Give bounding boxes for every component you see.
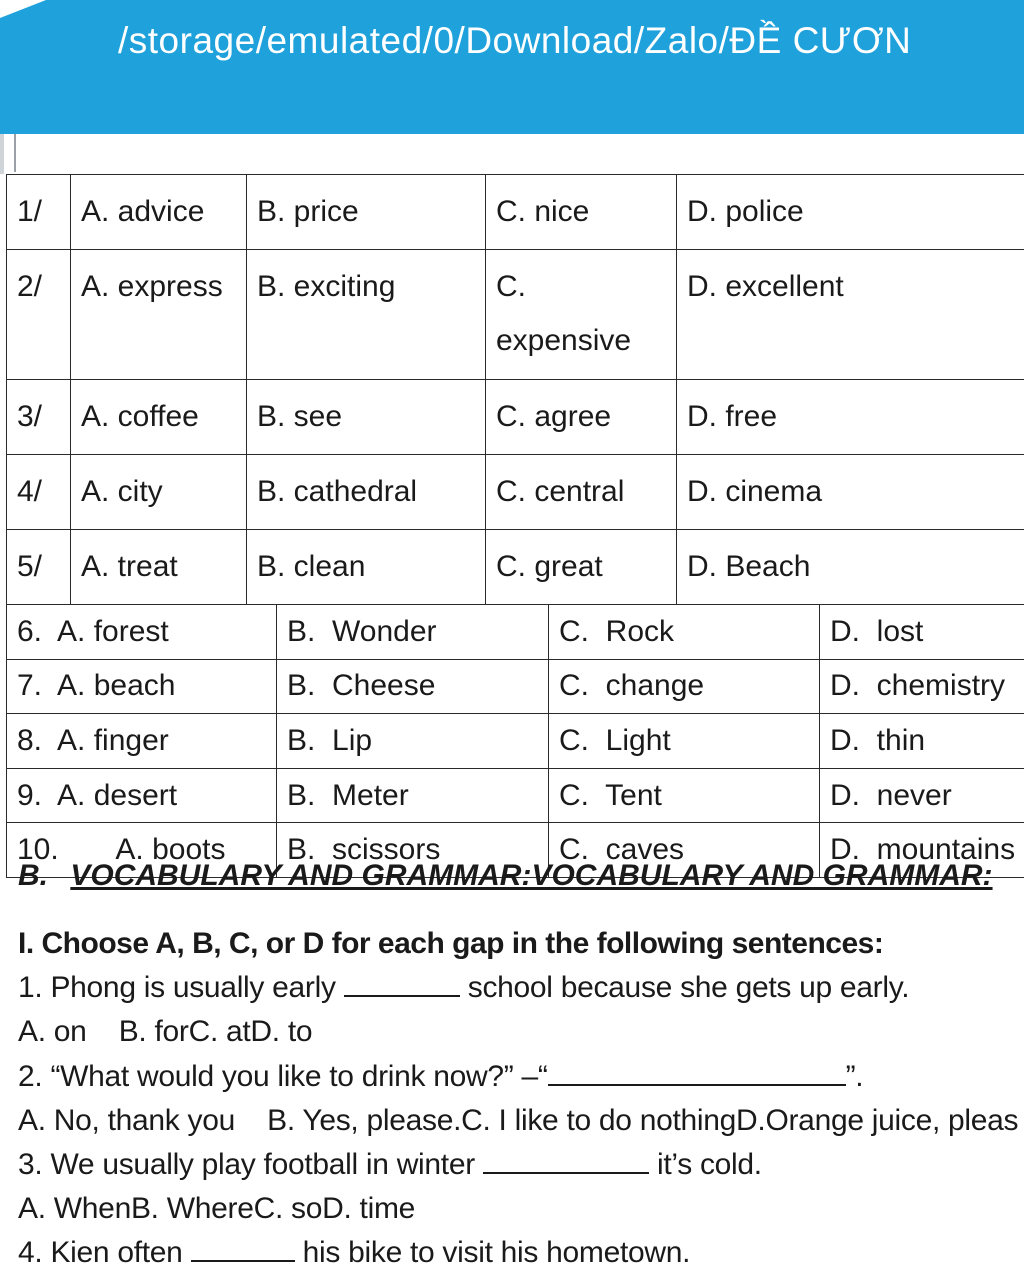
row-number: 2/ bbox=[7, 250, 71, 380]
option-d: D. never bbox=[820, 768, 1024, 823]
option-a: A. city bbox=[71, 455, 247, 530]
question-1 bbox=[18, 966, 1024, 1010]
option-c: C. great bbox=[486, 530, 677, 605]
option-a: A. coffee bbox=[71, 380, 247, 455]
section-b-title: VOCABULARY AND GRAMMAR:VOCABULARY AND GRAMMAR: bbox=[70, 859, 993, 892]
question-1-options: A. on B. forC. atD. to bbox=[18, 1015, 313, 1048]
option-c: C. central bbox=[486, 455, 677, 530]
row-number: 1/ bbox=[7, 175, 71, 250]
table-row bbox=[7, 530, 1024, 605]
question-3 bbox=[18, 1143, 1024, 1187]
option-c bbox=[486, 250, 677, 380]
question-2-text-end: ”. bbox=[845, 1060, 864, 1093]
option-c: C. caves bbox=[549, 823, 820, 878]
option-c: C. nice bbox=[486, 175, 677, 250]
question-4-text-start: 4. Kien often bbox=[18, 1236, 191, 1269]
answer-blank bbox=[344, 973, 460, 997]
option-d: D. mountains bbox=[820, 823, 1024, 878]
option-d: D. cinema bbox=[677, 455, 1024, 530]
table-row bbox=[7, 768, 1024, 823]
question-3-options: A. WhenB. WhereC. soD. time bbox=[18, 1192, 416, 1225]
option-c: C. Light bbox=[549, 714, 820, 769]
option-d: D. free bbox=[677, 380, 1024, 455]
table-row bbox=[7, 455, 1024, 530]
option-b: B. Cheese bbox=[277, 659, 549, 714]
option-a: 8. A. finger bbox=[7, 714, 277, 769]
option-b: B. Lip bbox=[277, 714, 549, 769]
option-d: D. Beach bbox=[677, 530, 1024, 605]
option-a: 9. A. desert bbox=[7, 768, 277, 823]
question-3-text-start: 3. We usually play football in winter bbox=[18, 1148, 483, 1181]
option-c: C. agree bbox=[486, 380, 677, 455]
option-c-text: C. expensive bbox=[496, 270, 632, 357]
table-row bbox=[7, 659, 1024, 714]
option-b: B. clean bbox=[247, 530, 486, 605]
question-2-options: A. No, thank you B. Yes, please.C. I like to do nothingD.Orange juice, pleas bbox=[18, 1104, 1019, 1137]
row-number: 5/ bbox=[7, 530, 71, 605]
option-b: B. Meter bbox=[277, 768, 549, 823]
file-path-bar bbox=[0, 0, 1024, 134]
option-b: B. exciting bbox=[247, 250, 486, 380]
question-4-text-end: his bike to visit his hometown. bbox=[294, 1236, 691, 1269]
option-a: 7. A. beach bbox=[7, 659, 277, 714]
table-row bbox=[7, 605, 1024, 660]
question-2-text-start: 2. “What would you like to drink now?” –“ bbox=[18, 1060, 548, 1093]
option-b: B. price bbox=[247, 175, 486, 250]
option-d: D. police bbox=[677, 175, 1024, 250]
section-b-heading bbox=[18, 854, 1024, 898]
page-edge bbox=[0, 134, 4, 174]
document-top-margin bbox=[0, 134, 1024, 174]
back-arrow-icon[interactable] bbox=[0, 0, 46, 18]
option-a: 10. A. boots bbox=[7, 823, 277, 878]
pronunciation-table-2 bbox=[6, 604, 1024, 878]
margin-marker bbox=[14, 134, 16, 172]
question-3-text-end: it’s cold. bbox=[648, 1148, 762, 1181]
question-1-text-end: school because she gets up early. bbox=[459, 971, 910, 1004]
question-1-text-start: 1. Phong is usually early bbox=[18, 971, 344, 1004]
option-a: 6. A. forest bbox=[7, 605, 277, 660]
table-row bbox=[7, 714, 1024, 769]
option-d: D. chemistry bbox=[820, 659, 1024, 714]
pronunciation-table-1 bbox=[6, 174, 1024, 605]
question-4 bbox=[18, 1231, 1024, 1275]
table-row bbox=[7, 175, 1024, 250]
table-row bbox=[7, 380, 1024, 455]
option-b: B. scissors bbox=[277, 823, 549, 878]
answer-blank bbox=[483, 1150, 649, 1174]
option-c: C. Rock bbox=[549, 605, 820, 660]
answer-blank bbox=[191, 1238, 295, 1262]
file-path-title: /storage/emulated/0/Download/Zalo/ĐỀ CƯƠN bbox=[118, 20, 912, 61]
option-c: C. Tent bbox=[549, 768, 820, 823]
row-number: 3/ bbox=[7, 380, 71, 455]
question-2 bbox=[18, 1055, 1024, 1099]
option-d: D. excellent bbox=[677, 250, 1024, 380]
instruction-heading: I. Choose A, B, C, or D for each gap in the following sentences: bbox=[18, 927, 884, 960]
option-d: D. lost bbox=[820, 605, 1024, 660]
option-b: B. Wonder bbox=[277, 605, 549, 660]
option-a: A. express bbox=[71, 250, 247, 380]
table-row bbox=[7, 250, 1024, 380]
row-number: 4/ bbox=[7, 455, 71, 530]
option-a: A. treat bbox=[71, 530, 247, 605]
answer-blank bbox=[548, 1062, 846, 1086]
option-c: C. change bbox=[549, 659, 820, 714]
option-b: B. see bbox=[247, 380, 486, 455]
section-b-label: B. bbox=[18, 859, 48, 892]
option-b: B. cathedral bbox=[247, 455, 486, 530]
option-d: D. thin bbox=[820, 714, 1024, 769]
option-a: A. advice bbox=[71, 175, 247, 250]
